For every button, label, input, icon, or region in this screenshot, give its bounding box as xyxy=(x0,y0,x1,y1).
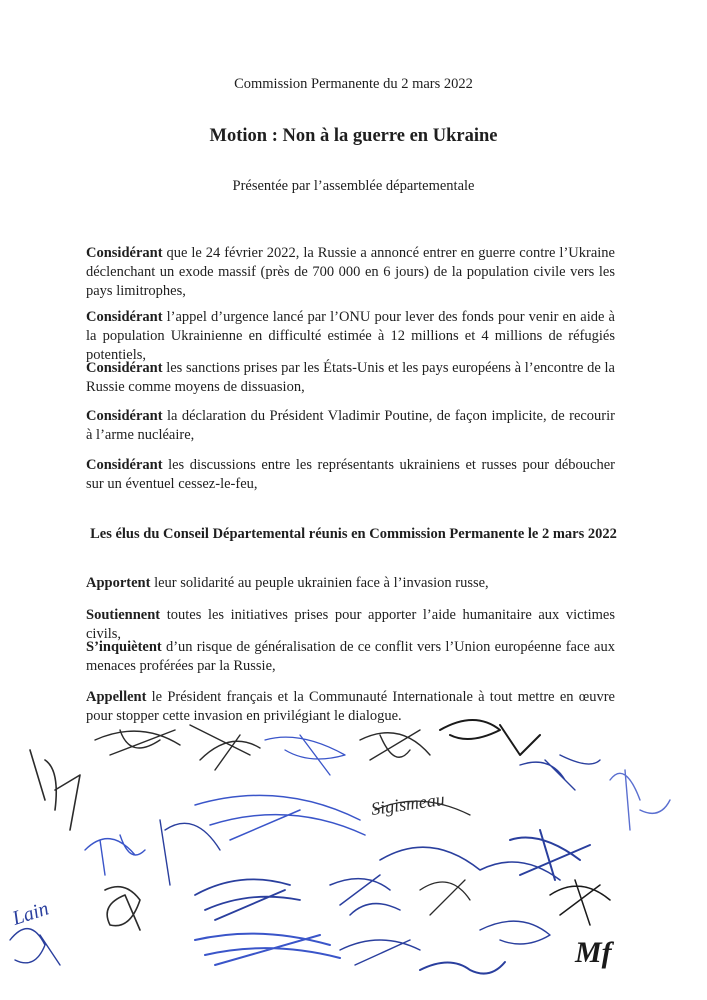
resolution-text: d’un risque de généralisation de ce conflit vers l’Union européenne face aux menaces proférées par la Russie, xyxy=(86,639,615,674)
signature xyxy=(265,735,345,775)
signature xyxy=(360,730,430,760)
signature xyxy=(440,720,540,755)
signature-handwritten: Mf xyxy=(575,936,612,969)
session-header: Commission Permanente du 2 mars 2022 xyxy=(234,76,473,92)
resolution-lead: Appellent xyxy=(86,689,147,705)
signature xyxy=(420,962,505,974)
signature xyxy=(190,725,260,770)
signature xyxy=(330,875,400,915)
signature xyxy=(550,880,610,925)
considerant-lead: Considérant xyxy=(86,360,163,376)
considerant-text: que le 24 février 2022, la Russie a annoncé entrer en guerre contre l’Ukraine déclenchant un exode massif (près de 700 000 en 6 jours) de la population civile vers les pays limitrophes, xyxy=(86,245,615,299)
resolution-lead: Apportent xyxy=(86,575,151,591)
signature xyxy=(195,934,340,965)
considerant-1 xyxy=(86,244,615,301)
signature xyxy=(10,929,60,965)
signatures-block xyxy=(0,700,707,1000)
considerant-text: les discussions entre les représentants ukrainiens et russes pour déboucher sur un éventuel cessez-le-feu, xyxy=(86,457,615,492)
assembly-line: Les élus du Conseil Départemental réunis en Commission Permanente le 2 mars 2022 xyxy=(90,526,617,542)
considerant-lead: Considérant xyxy=(86,245,163,261)
considerant-lead: Considérant xyxy=(86,309,163,325)
considerant-text: les sanctions prises par les États-Unis et les pays européens à l’encontre de la Russie comme moyens de dissuasion, xyxy=(86,360,615,395)
considerant-5 xyxy=(86,456,615,494)
considerant-3 xyxy=(86,359,615,397)
signature xyxy=(85,835,145,875)
considerant-text: la déclaration du Président Vladimir Poutine, de façon implicite, de recourir à l’arme nucléaire, xyxy=(86,408,615,443)
signature xyxy=(30,750,80,830)
considerant-lead: Considérant xyxy=(86,457,163,473)
signature xyxy=(195,795,365,840)
presented-by: Présentée par l’assemblée départementale xyxy=(232,178,475,194)
signatures-drawing xyxy=(0,700,707,1000)
resolution-1 xyxy=(86,574,615,593)
considerant-4 xyxy=(86,407,615,445)
considerant-2 xyxy=(86,308,615,365)
signature xyxy=(610,770,670,830)
signature xyxy=(340,940,420,965)
signature xyxy=(380,847,560,880)
resolution-text: toutes les initiatives prises pour apporter l’aide humanitaire aux victimes civils, xyxy=(86,607,615,642)
signature xyxy=(195,879,300,920)
signature xyxy=(95,730,180,755)
resolution-lead: S’inquiètent xyxy=(86,639,162,655)
considerant-lead: Considérant xyxy=(86,408,163,424)
motion-title: Motion : Non à la guerre en Ukraine xyxy=(209,126,498,146)
resolution-3 xyxy=(86,638,615,676)
resolution-lead: Soutiennent xyxy=(86,607,161,623)
signature xyxy=(420,880,470,915)
signature-handwritten: Lain xyxy=(9,897,52,930)
considerant-text: l’appel d’urgence lancé par l’ONU pour lever des fonds pour venir en aide à la population Ukrainienne en difficulté estimée à 12 millions et 4 millions de réfugiés potentiels, xyxy=(86,309,615,363)
signature xyxy=(480,921,550,944)
signature-handwritten: Sigismeau xyxy=(369,788,446,819)
resolution-text: le Président français et la Communauté Internationale à tout mettre en œuvre pour stopper cette invasion en privilégiant le dialogue. xyxy=(86,689,615,724)
signature xyxy=(105,887,140,930)
signature xyxy=(160,820,220,885)
signature xyxy=(520,755,600,790)
resolution-text: leur solidarité au peuple ukrainien face à l’invasion russe, xyxy=(150,575,489,591)
